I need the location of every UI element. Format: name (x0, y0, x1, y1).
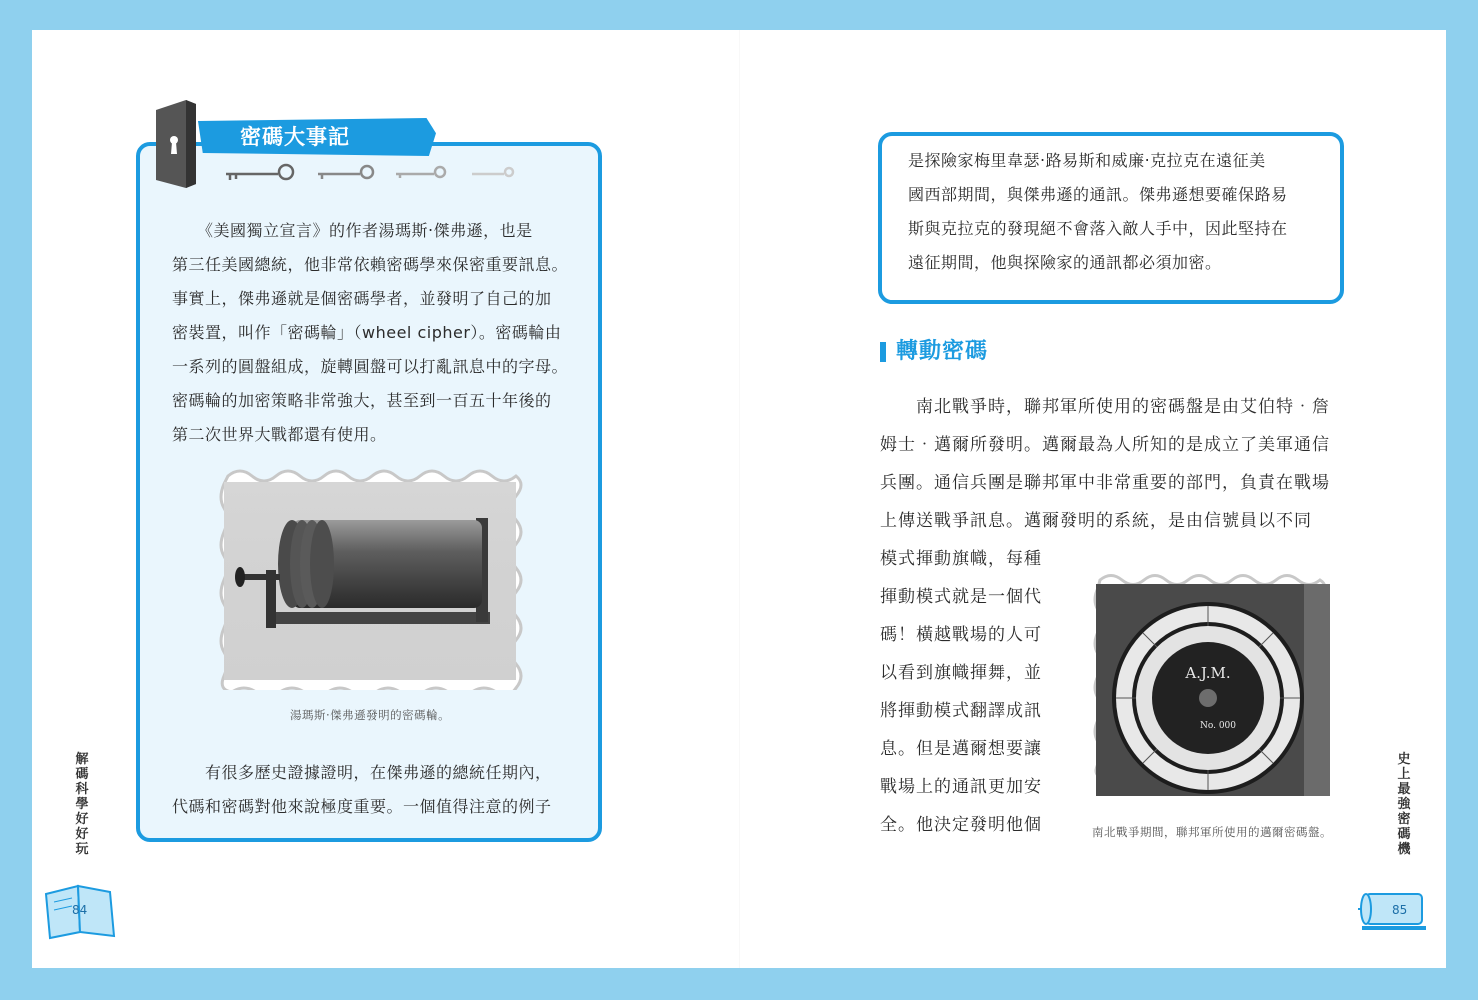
left-paragraph-2: 有很多歷史證據證明，在傑弗遜的總統任期內， 代碼和密碼對他來說極度重要。一個值得注意的例子 (172, 763, 552, 816)
right-box-text: 是探險家梅里韋瑟‧路易斯和威廉‧克拉克在遠征美 國西部期間，與傑弗遜的通訊。傑弗遜想要確保路易 斯與克拉克的發現絕不會落入敵人手中，因此堅持在 遠征期間，他與探險家的通訊都必須加密。 (908, 151, 1288, 272)
right-paragraph-1: 南北戰爭時，聯邦軍所使用的密碼盤是由艾伯特‧詹 姆士‧邁爾所發明。邁爾最為人所知的是成立了美軍通信 兵團。通信兵團是聯邦軍中非常重要的部門，負責在戰場 上傳送戰爭訊息。邁爾發明的系統，是由信號員以不同 (880, 397, 1330, 531)
svg-text:No. 000: No. 000 (1199, 721, 1237, 731)
section-marker (880, 342, 886, 362)
section-title: 轉動密碼 (896, 339, 989, 364)
page-number-left: 84 (72, 903, 88, 917)
cipher-disk-photo (1086, 572, 1340, 806)
page-number-right: 85 (1392, 903, 1408, 917)
keys-decoration-icon (222, 160, 522, 188)
right-photo-caption: 南北戰爭期間，聯邦軍所使用的邁爾密碼盤。 (1092, 825, 1332, 839)
left-photo-caption: 湯瑪斯‧傑弗遜發明的密碼輪。 (290, 708, 451, 722)
right-side-title: 史 上 最 強 密 碼 機 (1397, 752, 1411, 857)
left-paragraph-1: 《美國獨立宣言》的作者湯瑪斯‧傑弗遜，也是 第三任美國總統，他非常依賴密碼學來保密重要訊息。 事實上，傑弗遜就是個密碼學者，並發明了自己的加 密裝置，叫作「密碼輪」（wheel cipher）。密碼輪由 一系列的圓盤組成，旋轉圓盤可以打亂訊息中的字母。 密碼輪的加密策略非常強大，甚至到一百五十年後的 第二次世界大戰都還有使用。 (172, 221, 569, 444)
right-paragraph-2: 模式揮動旗幟，每種 揮動模式就是一個代 碼！橫越戰場的人可 以看到旗幟揮舞，並 將揮動模式翻譯成訊 息。但是邁爾想要讓 戰場上的通訊更加安 全。他決定發明他個 (880, 549, 1042, 835)
left-side-title: 解 碼 科 學 好 好 玩 (75, 752, 89, 857)
svg-text:A.J.M.: A.J.M. (1185, 664, 1231, 682)
spine-shadow (739, 30, 740, 968)
banner-title: 密碼大事記 (240, 125, 350, 149)
keyhole-door-icon (156, 100, 196, 188)
wheel-cipher-photo (210, 466, 530, 690)
